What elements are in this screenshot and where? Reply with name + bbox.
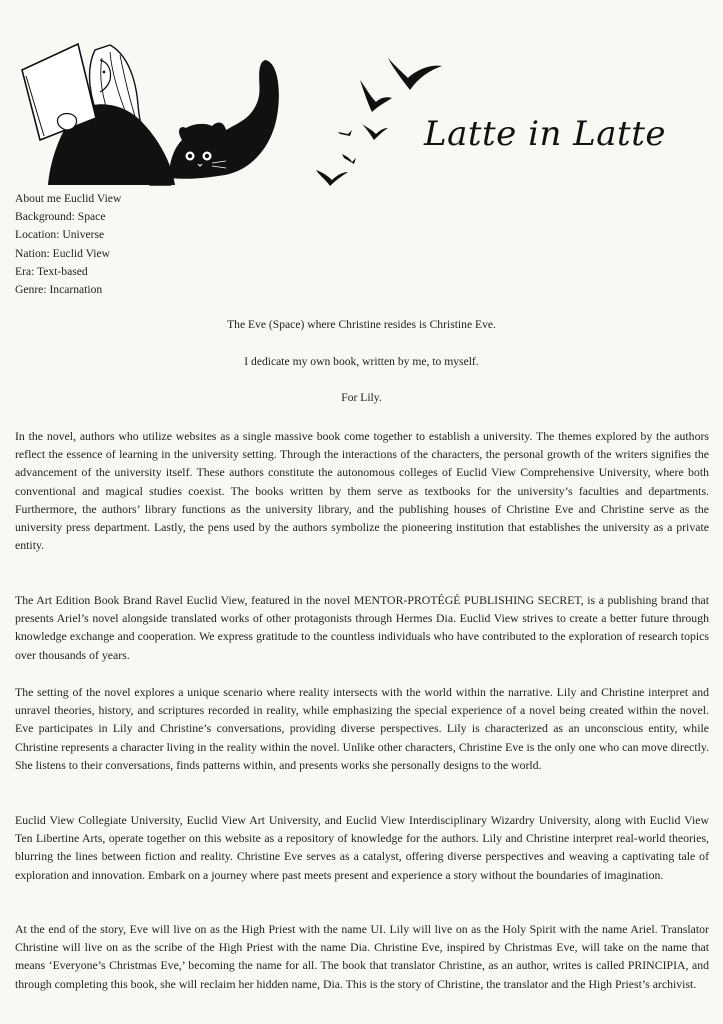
body-paragraph-3: The setting of the novel explores a unique scenario where reality intersects with the world within the narrative. Lily and Christine interpret and unravel theories, history, and scriptures recorded in reality, while emphasizing the special experience of a novel being created within the novel. Eve participates in Lily and Christine’s conversations, providing diverse perspectives. Lily is characterized as an unconscious entity, while Christine represents a character living in the reality within the novel. Unlike other characters, Christine Eve is the only one who can move directly. She listens to their conversations, finds patterns within, and presents works she personally designs to the world. [15, 685, 709, 772]
header-banner [0, 0, 723, 190]
dedication-line-3: For Lily. [341, 391, 382, 404]
dedication-line-1: The Eve (Space) where Christine resides is Christine Eve. [227, 318, 496, 331]
about-era: Era: Text-based [15, 264, 88, 278]
body-paragraph-5: At the end of the story, Eve will live on as the High Priest with the name UI. Lily will live on as the Holy Spirit with the name Ariel. Translator Christine will live on as the scribe of the High Priest with the name Dia. Christine Eve, inspired by Christmas Eve, will take on the name that means ‘Everyone’s Christmas Eve,’ becoming the name for all. The book that translator Christine, as an author, writes is called PRINCIPIA, and through completing this book, she will reclaim her hidden name, Dia. This is the story of Christine, the translator and the High Priest’s archivist. [15, 922, 709, 991]
black-cat-illustration [170, 60, 279, 179]
body-paragraph-2: The Art Edition Book Brand Ravel Euclid View, featured in the novel MENTOR-PROTÉGÉ PUBLISHING SECRET, is a publishing brand that presents Ariel’s novel alongside translated works of other protagonists through Hermes Dia. Euclid View strives to create a better future through knowledge exchange and cooperation. We express gratitude to the countless individuals who have contributed to the exploration of research topics over thousands of years. [15, 593, 709, 662]
about-genre: Genre: Incarnation [15, 283, 103, 297]
body-paragraph-4: Euclid View Collegiate University, Euclid View Art University, and Euclid View Interdisciplinary Wizardry University, along with Euclid View Ten Libertine Arts, operate together on this website as a repository of knowledge for the authors. Lily and Christine interpret real-world theories, blurring the lines between fiction and reality. Christine Eve serves as a catalyst, offering diverse perspectives and weaving a captivating tale of exploration and innovation. Embark on a journey where past meets present and experience a story without the boundaries of imagination. [15, 813, 709, 882]
about-background: Background: Space [15, 210, 106, 224]
about-location: Location: Universe [15, 228, 105, 242]
brand-title: Latte in Latte [424, 114, 666, 154]
about-nation: Nation: Euclid View [15, 246, 111, 260]
girl-reading-illustration [22, 44, 175, 185]
body-paragraph-1: In the novel, authors who utilize websites as a single massive book come together to establish a university. The themes explored by the authors reflect the essence of learning in the university setting. Through the interactions of the characters, the personal growth of the writers signifies the advancement of the university itself. These authors constitute the autonomous colleges of Euclid View Comprehensive University, where both conventional and magical studies coexist. The books written by them serve as textbooks for the university’s faculties and departments. Furthermore, the authors’ library functions as the university library, and the publishing houses of Christine Eve and Christine serve as the university press department. Lastly, the pens used by the authors symbolize the pioneering institution that establishes the university as a private entity. [15, 429, 709, 553]
header-illustration [0, 0, 723, 190]
about-heading: About me Euclid View [15, 192, 122, 205]
dedication-line-2: I dedicate my own book, written by me, to myself. [244, 355, 479, 368]
about-section [15, 190, 121, 299]
